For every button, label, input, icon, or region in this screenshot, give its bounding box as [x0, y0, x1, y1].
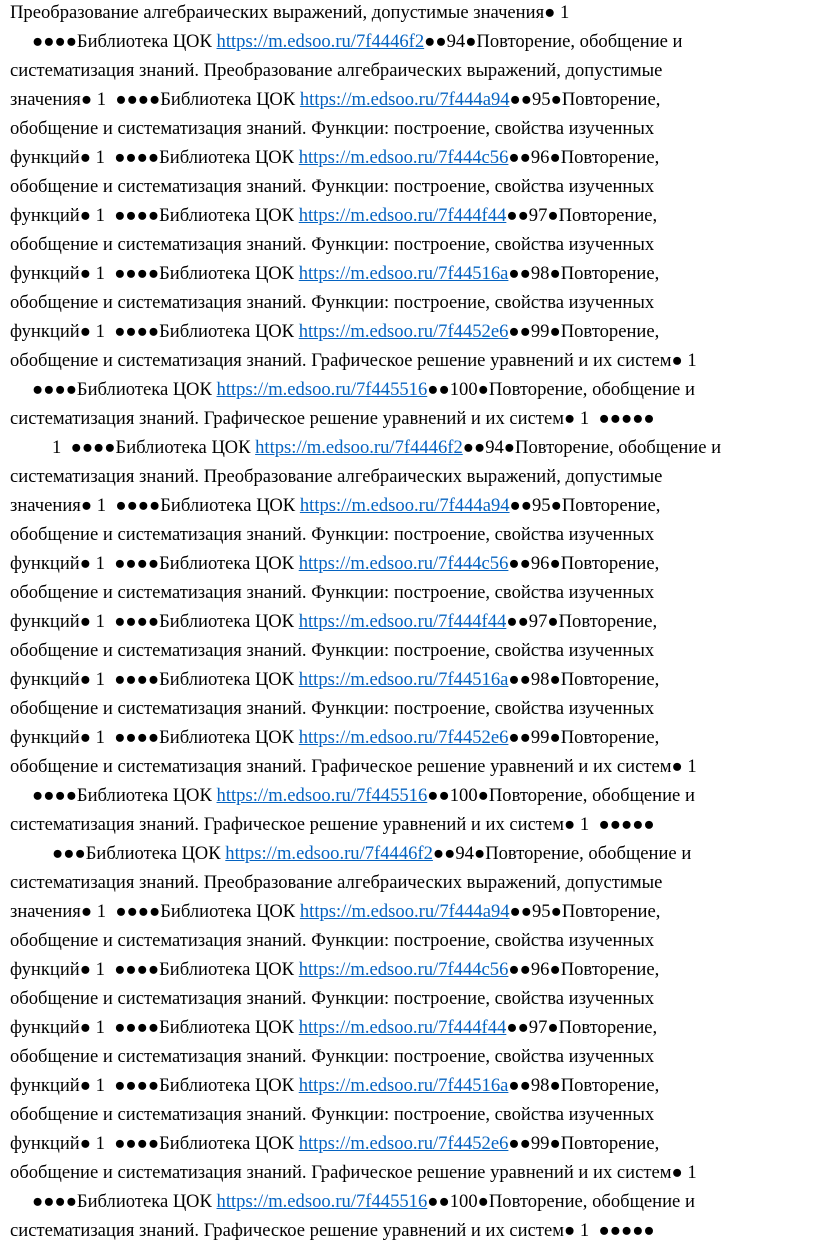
text-line — [10, 639, 654, 663]
library-link[interactable]: https://m.edsoo.ru/7f4452e6 — [298, 1133, 509, 1154]
library-link[interactable]: https://m.edsoo.ru/7f445516 — [216, 379, 428, 400]
text-line — [10, 987, 654, 1011]
text-line — [10, 204, 657, 228]
text-line — [10, 958, 659, 982]
text-segment: ●●100●Повторение, обобщение и — [427, 1191, 695, 1212]
library-link[interactable]: https://m.edsoo.ru/7f4446f2 — [225, 843, 433, 864]
text-line — [32, 784, 695, 808]
text-segment: обобщение и систематизация знаний. Функции: построение, свойства изученных — [10, 234, 655, 255]
text-segment: функций● 1 ●●●●Библиотека ЦОК — [10, 553, 299, 574]
text-segment: обобщение и систематизация знаний. Функции: построение, свойства изученных — [10, 176, 655, 197]
library-link[interactable]: https://m.edsoo.ru/7f44516a — [298, 263, 509, 284]
text-segment: ●●97●Повторение, — [506, 611, 658, 632]
text-line — [10, 900, 660, 924]
text-segment: Преобразование алгебраических выражений, допустимые значения● 1 — [10, 2, 570, 23]
text-line — [10, 755, 697, 779]
text-segment: значения● 1 ●●●●Библиотека ЦОК — [10, 495, 300, 516]
text-segment: ●●●●Библиотека ЦОК — [32, 31, 217, 52]
text-line — [52, 842, 691, 866]
text-line — [10, 233, 654, 257]
text-segment: ●●100●Повторение, обобщение и — [427, 785, 695, 806]
text-segment: обобщение и систематизация знаний. Функции: построение, свойства изученных — [10, 988, 655, 1009]
text-segment: функций● 1 ●●●●Библиотека ЦОК — [10, 205, 299, 226]
library-link[interactable]: https://m.edsoo.ru/7f445516 — [216, 1191, 428, 1212]
text-line — [10, 59, 662, 83]
text-segment: функций● 1 ●●●●Библиотека ЦОК — [10, 1017, 299, 1038]
text-segment: ●●●●Библиотека ЦОК — [32, 1191, 217, 1212]
text-line — [10, 320, 659, 344]
library-link[interactable]: https://m.edsoo.ru/7f444a94 — [299, 89, 510, 110]
text-line — [10, 465, 662, 489]
text-line — [10, 1045, 654, 1069]
library-link[interactable]: https://m.edsoo.ru/7f444a94 — [299, 901, 510, 922]
library-link[interactable]: https://m.edsoo.ru/7f444f44 — [298, 205, 507, 226]
library-link[interactable]: https://m.edsoo.ru/7f444a94 — [299, 495, 510, 516]
text-segment: обобщение и систематизация знаний. Функции: построение, свойства изученных — [10, 582, 655, 603]
text-segment: обобщение и систематизация знаний. Графическое решение уравнений и их систем● 1 — [10, 756, 697, 777]
text-segment: обобщение и систематизация знаний. Функции: построение, свойства изученных — [10, 1104, 655, 1125]
text-segment: ●●98●Повторение, — [508, 1075, 660, 1096]
text-segment: ●●96●Повторение, — [508, 147, 660, 168]
text-line — [10, 871, 662, 895]
text-segment: функций● 1 ●●●●Библиотека ЦОК — [10, 611, 299, 632]
text-segment: обобщение и систематизация знаний. Функции: построение, свойства изученных — [10, 1046, 655, 1067]
text-segment: ●●97●Повторение, — [506, 1017, 658, 1038]
text-segment: ●●●●Библиотека ЦОК — [32, 785, 217, 806]
text-line — [32, 1190, 695, 1214]
text-line — [10, 581, 654, 605]
text-line — [10, 291, 654, 315]
text-line — [10, 726, 659, 750]
text-segment: ●●95●Повторение, — [509, 495, 661, 516]
text-segment: функций● 1 ●●●●Библиотека ЦОК — [10, 263, 299, 284]
text-segment: ●●95●Повторение, — [509, 901, 661, 922]
text-segment: функций● 1 ●●●●Библиотека ЦОК — [10, 959, 299, 980]
text-segment: обобщение и систематизация знаний. Функции: построение, свойства изученных — [10, 698, 655, 719]
text-segment: функций● 1 ●●●●Библиотека ЦОК — [10, 147, 299, 168]
text-segment: ●●98●Повторение, — [508, 263, 660, 284]
text-segment: обобщение и систематизация знаний. Функции: построение, свойства изученных — [10, 292, 655, 313]
text-segment: обобщение и систематизация знаний. Функции: построение, свойства изученных — [10, 524, 655, 545]
text-segment: функций● 1 ●●●●Библиотека ЦОК — [10, 1133, 299, 1154]
text-segment: ●●96●Повторение, — [508, 959, 660, 980]
text-segment: ●●94●Повторение, обобщение и — [462, 437, 722, 458]
library-link[interactable]: https://m.edsoo.ru/7f444f44 — [298, 1017, 507, 1038]
text-segment: систематизация знаний. Графическое решение уравнений и их систем● 1 ●●●●● — [10, 1220, 655, 1241]
text-line — [10, 494, 660, 518]
text-line — [10, 813, 655, 837]
text-line — [52, 436, 721, 460]
text-line — [10, 929, 654, 953]
text-line — [10, 523, 654, 547]
library-link[interactable]: https://m.edsoo.ru/7f44516a — [298, 669, 509, 690]
text-segment: систематизация знаний. Преобразование алгебраических выражений, допустимые — [10, 60, 663, 81]
library-link[interactable]: https://m.edsoo.ru/7f4452e6 — [298, 321, 509, 342]
text-line — [10, 146, 659, 170]
text-line — [10, 1132, 659, 1156]
text-segment: систематизация знаний. Графическое решение уравнений и их систем● 1 ●●●●● — [10, 814, 655, 835]
library-link[interactable]: https://m.edsoo.ru/7f44516a — [298, 1075, 509, 1096]
text-line — [10, 1016, 657, 1040]
library-link[interactable]: https://m.edsoo.ru/7f444c56 — [298, 147, 509, 168]
text-line — [10, 1103, 654, 1127]
text-segment: систематизация знаний. Преобразование алгебраических выражений, допустимые — [10, 466, 663, 487]
text-segment: обобщение и систематизация знаний. Функции: построение, свойства изученных — [10, 118, 655, 139]
text-line — [10, 552, 659, 576]
text-segment: обобщение и систематизация знаний. Функции: построение, свойства изученных — [10, 930, 655, 951]
text-line — [10, 88, 660, 112]
text-segment: систематизация знаний. Преобразование алгебраических выражений, допустимые — [10, 872, 663, 893]
library-link[interactable]: https://m.edsoo.ru/7f444c56 — [298, 553, 509, 574]
text-line — [10, 117, 654, 141]
text-line — [10, 349, 697, 373]
text-segment: функций● 1 ●●●●Библиотека ЦОК — [10, 321, 299, 342]
text-line — [10, 668, 659, 692]
text-segment: ●●99●Повторение, — [508, 321, 660, 342]
text-segment: ●●98●Повторение, — [508, 669, 660, 690]
text-segment: значения● 1 ●●●●Библиотека ЦОК — [10, 89, 300, 110]
text-segment: ●●97●Повторение, — [506, 205, 658, 226]
text-segment: ●●96●Повторение, — [508, 553, 660, 574]
text-segment: ●●94●Повторение, обобщение и — [432, 843, 692, 864]
text-segment: обобщение и систематизация знаний. Функции: построение, свойства изученных — [10, 640, 655, 661]
text-line — [10, 1161, 697, 1185]
text-segment: ●●95●Повторение, — [509, 89, 661, 110]
text-line — [10, 697, 654, 721]
text-line — [10, 262, 659, 286]
text-segment: ●●99●Повторение, — [508, 727, 660, 748]
text-segment: ●●●●Библиотека ЦОК — [32, 379, 217, 400]
text-segment: ●●99●Повторение, — [508, 1133, 660, 1154]
library-link[interactable]: https://m.edsoo.ru/7f445516 — [216, 785, 428, 806]
text-segment: обобщение и систематизация знаний. Графическое решение уравнений и их систем● 1 — [10, 1162, 697, 1183]
text-line — [10, 1074, 659, 1098]
text-segment: 1 ●●●●Библиотека ЦОК — [52, 437, 256, 458]
text-segment: функций● 1 ●●●●Библиотека ЦОК — [10, 669, 299, 690]
text-segment: обобщение и систематизация знаний. Графическое решение уравнений и их систем● 1 — [10, 350, 697, 371]
text-segment: функций● 1 ●●●●Библиотека ЦОК — [10, 727, 299, 748]
text-segment: систематизация знаний. Графическое решение уравнений и их систем● 1 ●●●●● — [10, 408, 655, 429]
text-segment: ●●100●Повторение, обобщение и — [427, 379, 695, 400]
text-segment: ●●94●Повторение, обобщение и — [424, 31, 683, 52]
text-line — [32, 378, 695, 402]
text-line — [10, 610, 657, 634]
text-segment: ●●●Библиотека ЦОК — [52, 843, 226, 864]
text-line — [10, 407, 655, 431]
text-line — [32, 30, 683, 54]
library-link[interactable]: https://m.edsoo.ru/7f444f44 — [298, 611, 507, 632]
library-link[interactable]: https://m.edsoo.ru/7f4446f2 — [216, 31, 425, 52]
library-link[interactable]: https://m.edsoo.ru/7f4452e6 — [298, 727, 509, 748]
text-segment: функций● 1 ●●●●Библиотека ЦОК — [10, 1075, 299, 1096]
text-line — [10, 1, 569, 25]
library-link[interactable]: https://m.edsoo.ru/7f4446f2 — [255, 437, 463, 458]
text-segment: значения● 1 ●●●●Библиотека ЦОК — [10, 901, 300, 922]
library-link[interactable]: https://m.edsoo.ru/7f444c56 — [298, 959, 509, 980]
text-line — [10, 1219, 655, 1243]
text-line — [10, 175, 654, 199]
